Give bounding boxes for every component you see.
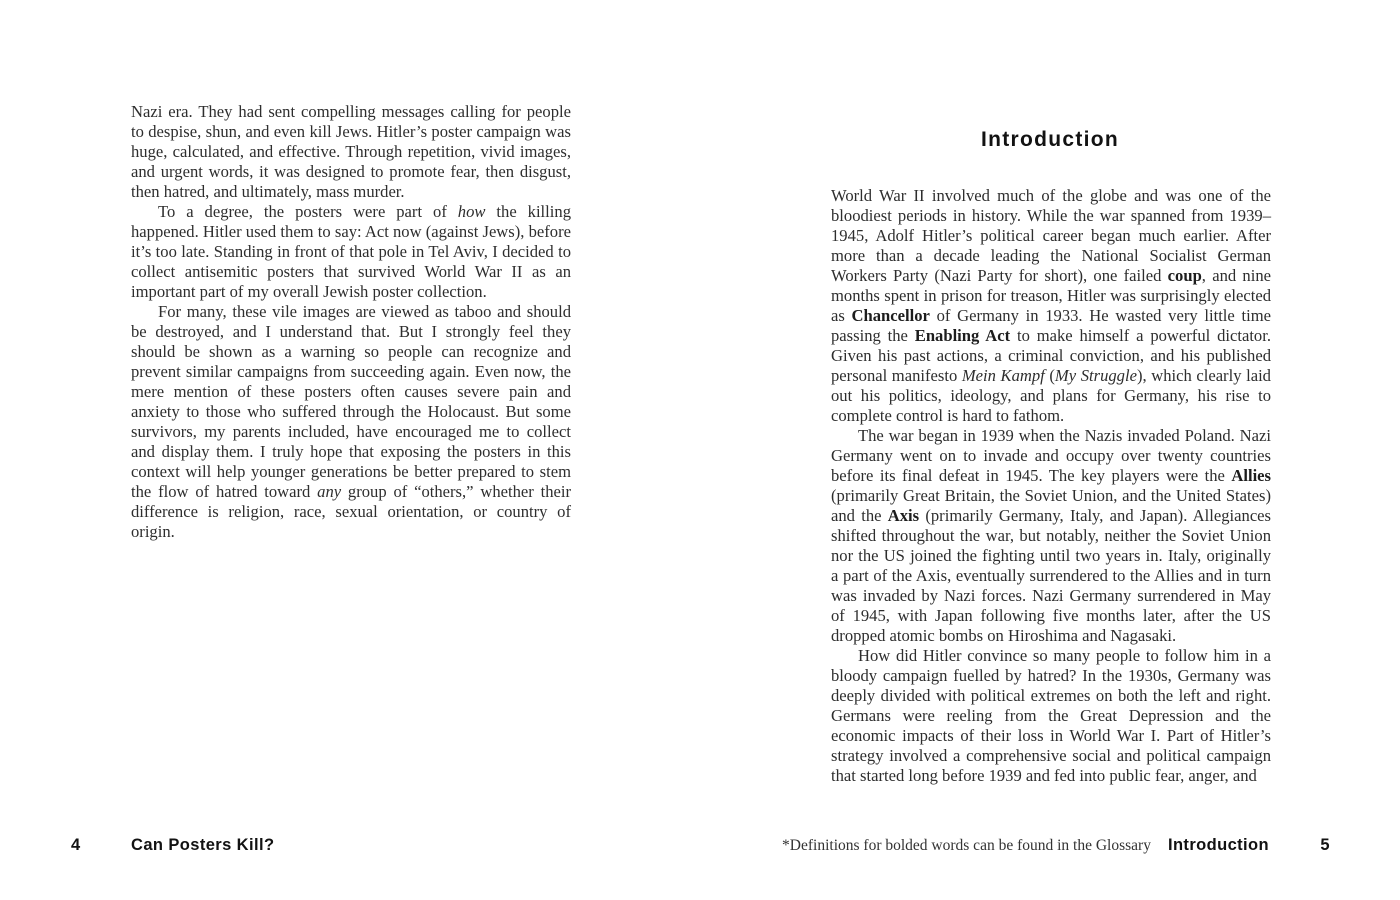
paragraph bbox=[831, 426, 1271, 646]
text-segment: group of “others,” whether their difference is religion, race, sexual orientation, or country of origin. bbox=[131, 482, 572, 541]
text-segment: How did Hitler convince so many people to follow him in a bloody campaign fuelled by hatred? In the 1930s, Germany was deeply divided with political extremes on both the left and right. Germans were reeling from the Great Depression and the economic impacts of their loss in World War I. Part of Hitler’s strategy involved a comprehensive social and political campaign that started long before 1939 and fed into public fear, anger, and bbox=[831, 646, 1271, 785]
running-title-left: Can Posters Kill? bbox=[131, 836, 275, 854]
bold-glossary-term: Axis bbox=[887, 506, 920, 525]
text-segment: of Germany in 1933. He wasted very little time passing the bbox=[831, 306, 1271, 345]
text-segment: Nazi era. They had sent compelling messages calling for people to despise, shun, and even kill Jews. Hitler’s poster campaign was huge, calculated, and effective. Through repetition, vivid images, and urgent words, it was designed to promote fear, then disgust, then hatred, and ultimately, mass murder. bbox=[131, 102, 571, 201]
glossary-footnote: *Definitions for bolded words can be found in the Glossary bbox=[782, 837, 1151, 854]
chapter-heading: Introduction bbox=[980, 128, 1120, 151]
text-segment: to make himself a powerful dictator. Given his past actions, a criminal conviction, and his published personal manifesto bbox=[831, 326, 1271, 385]
italic-term: Mein Kampf bbox=[961, 366, 1045, 385]
bold-glossary-term: coup bbox=[1167, 266, 1202, 285]
text-segment: (primarily Great Britain, the Soviet Union, and the United States) and the bbox=[831, 486, 1271, 525]
bold-glossary-term: Enabling Act bbox=[914, 326, 1011, 345]
page-number-right: 5 bbox=[1320, 836, 1330, 854]
italic-term: any bbox=[317, 482, 342, 501]
paragraph bbox=[131, 102, 571, 202]
text-segment: The war began in 1939 when the Nazis invaded Poland. Nazi Germany went on to invade and occupy over twenty countries before its final defeat in 1945. The key players were the bbox=[831, 426, 1271, 485]
text-segment: the killing happened. Hitler used them to say: Act now (against Jews), before it’s too late. Standing in front of that pole in Tel Aviv, I decided to collect antisemitic posters that survived World War II as an important part of my overall Jewish poster collection. bbox=[131, 202, 571, 301]
text-segment: For many, these vile images are viewed as taboo and should be destroyed, and I understand that. But I strongly feel they should be shown as a warning so people can recognize and prevent similar campaigns from succeeding again. Even now, the mere mention of these posters often causes severe pain and anxiety to those who suffered through the Holocaust. But some survivors, my parents included, have encouraged me to collect and display them. I truly hope that exposing the posters in this context will help younger generations be better prepared to stem the flow of hatred toward bbox=[131, 302, 571, 501]
running-title-right: Introduction bbox=[1167, 836, 1269, 854]
text-segment: ), which clearly laid out his politics, ideology, and plans for Germany, his rise to complete control is hard to fathom. bbox=[831, 366, 1271, 425]
paragraph bbox=[131, 202, 571, 302]
italic-term: My Struggle bbox=[1054, 366, 1137, 385]
text-segment: (primarily Germany, Italy, and Japan). Allegiances shifted throughout the war, but notably, neither the Soviet Union nor the US joined the fighting until two years in. Italy, originally a part of the Axis, eventually surrendered to the Allies and in turn was invaded by Nazi forces. Nazi Germany surrendered in May of 1945, with Japan following five months later, after the US dropped atomic bombs on Hiroshima and Nagasaki. bbox=[831, 506, 1272, 645]
page-right-body-text bbox=[831, 186, 1271, 786]
italic-term: how bbox=[457, 202, 486, 221]
bold-glossary-term: Chancellor bbox=[851, 306, 930, 325]
text-segment: , and nine months spent in prison for treason, Hitler was surprisingly elected as bbox=[831, 266, 1271, 325]
page-number-left: 4 bbox=[71, 836, 81, 854]
text-segment: World War II involved much of the globe and was one of the bloodiest periods in history. While the war spanned from 1939–1945, Adolf Hitler’s political career began much earlier. After more than a decade leading the National Socialist German Workers Party (Nazi Party for short), one failed bbox=[831, 186, 1271, 285]
paragraph bbox=[131, 302, 571, 542]
page-left-body-text bbox=[131, 102, 571, 542]
paragraph bbox=[831, 186, 1271, 426]
text-segment: ( bbox=[1044, 366, 1055, 385]
paragraph bbox=[831, 646, 1271, 786]
text-segment: To a degree, the posters were part of bbox=[158, 202, 458, 221]
footer-right-group bbox=[782, 836, 1269, 855]
bold-glossary-term: Allies bbox=[1231, 466, 1271, 485]
